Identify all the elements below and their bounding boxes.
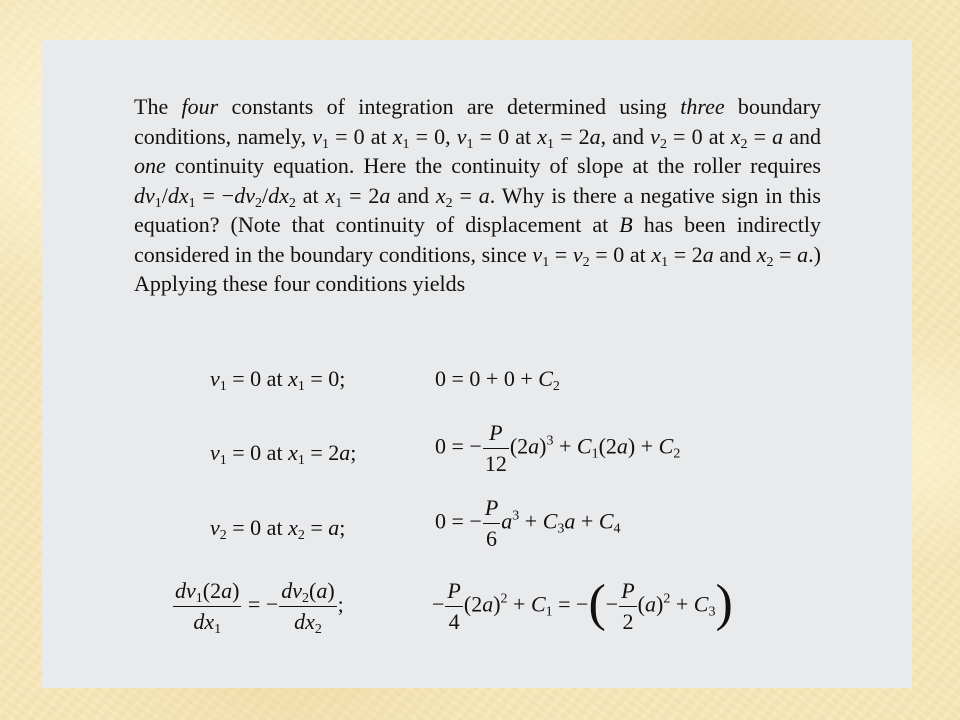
fraction-dv2-dx2: $\frac{dv_2(a)}{dx_2}$ bbox=[281, 578, 335, 637]
fraction-p-over-12: $\frac{P}{12}$ bbox=[484, 420, 507, 476]
fraction-dv1-dx1: $\frac{dv_1(2a)}{dx_1}$ bbox=[175, 578, 240, 637]
fraction-p-over-4: $\frac{P}{4}$ bbox=[447, 578, 461, 634]
equation-1-condition: $v_1 = 0$ at $x_1 = 0$; bbox=[210, 366, 346, 394]
equation-3-condition: $v_2 = 0$ at $x_2 = a$; bbox=[210, 515, 346, 543]
equation-3-expression: 0 = − $\frac{P}{6}$ $a^3 + C_3a + C_4$ bbox=[435, 495, 621, 551]
slide-panel bbox=[42, 40, 912, 688]
intro-paragraph: The four constants of integration are determined using three boundary conditions, namely, $v_1 = 0$ at $x_1 = 0$, $v_1 = 0$ at $x_1 = 2a$, and $v_2 = 0$ at $x_2 = a$ and one continuity equation. Here the continuity of slope at the roller requires $dv_1/dx_1 = -dv_2/dx_2$ at $x_1 = 2a$ and $x_2 = a$. Why is there a negative sign in this equation? (Note that continuity of displacement at B has been indirectly considered in the boundary conditions, since $v_1 = v_2 = 0$ at $x_1 = 2a$ and $x_2 = a$.) Applying these four conditions yields bbox=[134, 94, 822, 296]
equation-3 bbox=[42, 495, 912, 575]
fraction-p-over-2: $\frac{P}{2}$ bbox=[621, 578, 635, 634]
equation-2 bbox=[42, 420, 912, 500]
equation-4-condition: $\frac{dv_1(2a)}{dx_1}$ = − $\frac{dv_2(a)}{dx_2}$ ; bbox=[175, 578, 344, 637]
fraction-p-over-6: $\frac{P}{6}$ bbox=[484, 495, 499, 551]
equation-1-expression: $0 = 0 + 0 + C_2$ bbox=[435, 366, 560, 394]
equation-4 bbox=[42, 570, 912, 650]
equation-2-expression: 0 = − $\frac{P}{12}$ $(2a)^3 + C_1(2a) + C_2$ bbox=[435, 420, 681, 476]
equation-4-expression: − $\frac{P}{4}$ $(2a)^2 + C_1$ = −(− $\frac{P}{2}$ $(a)^2 + C_3$) bbox=[432, 574, 733, 634]
equation-2-condition: $v_1 = 0$ at $x_1 = 2a$; bbox=[210, 440, 357, 468]
